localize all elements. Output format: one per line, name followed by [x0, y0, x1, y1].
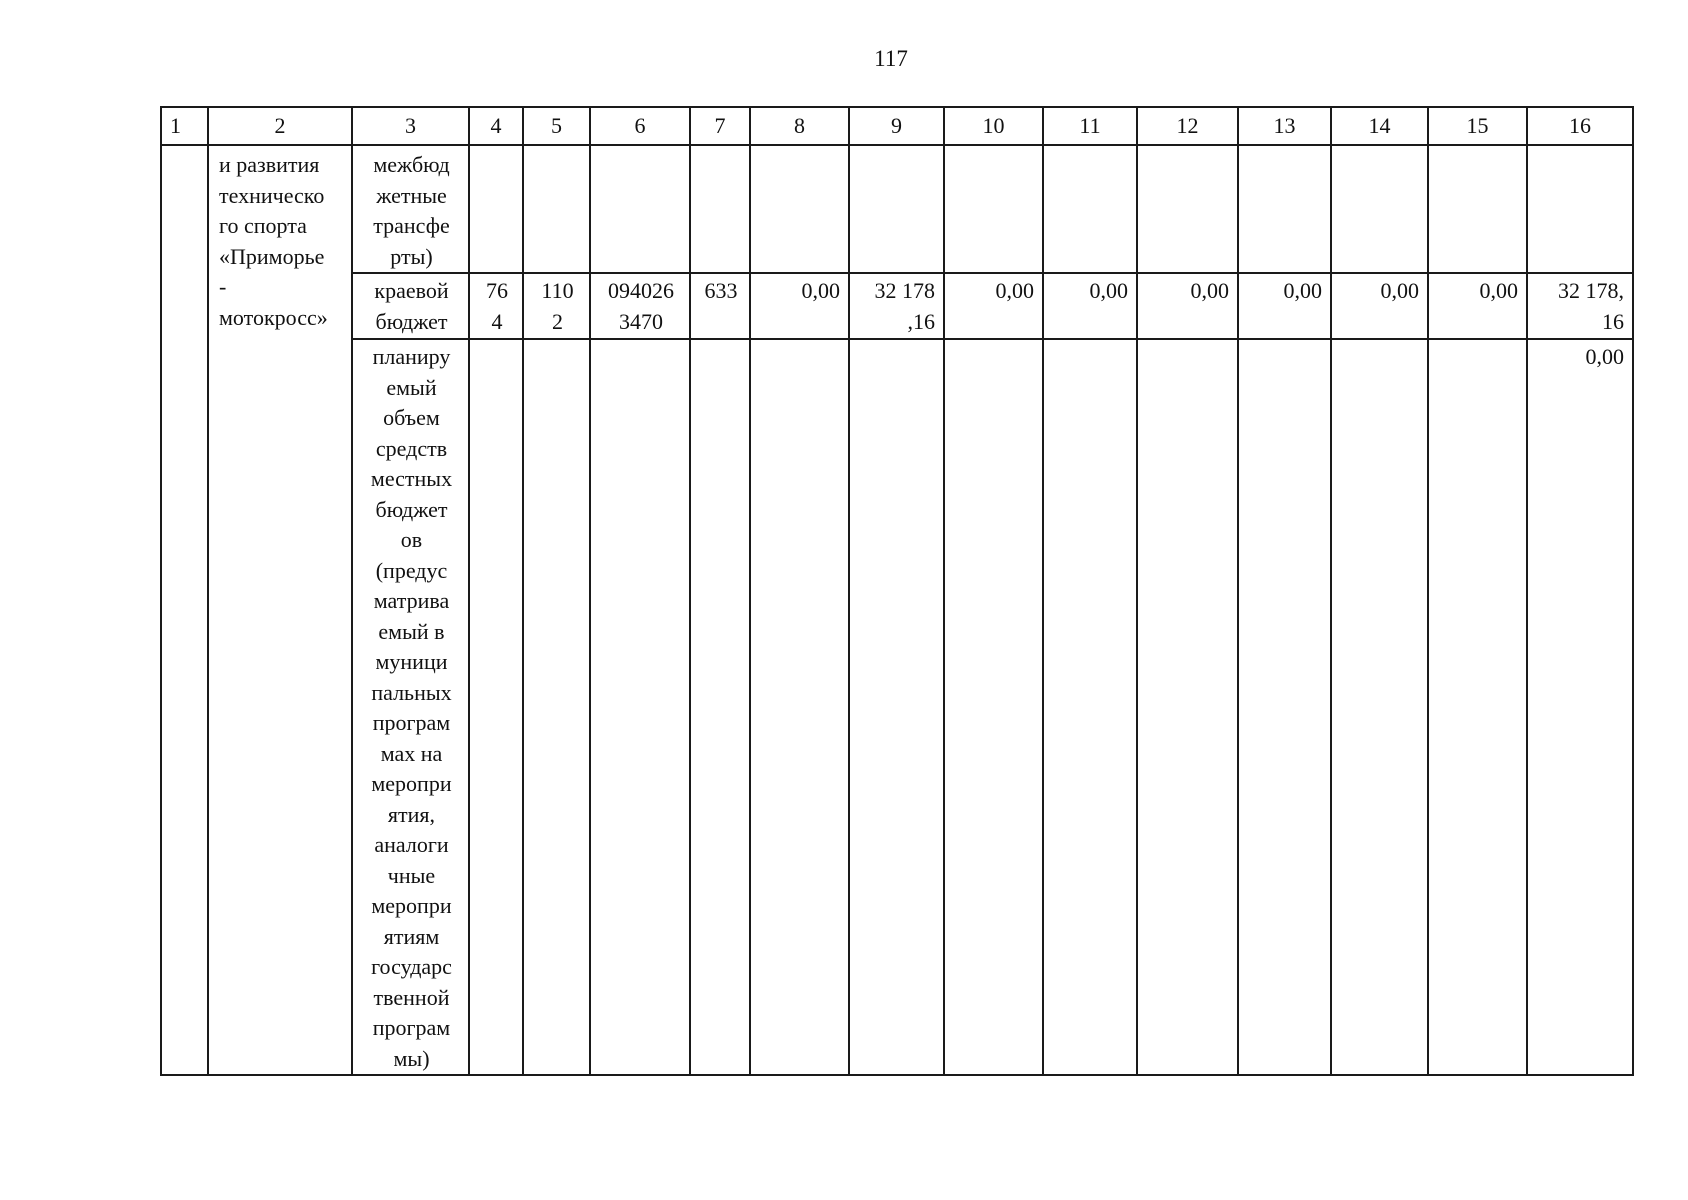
header-cell-col-14: 14: [1331, 107, 1428, 145]
header-cell-col-7: 7: [690, 107, 750, 145]
row-number-cell: [161, 145, 208, 1075]
value-cell: [1331, 339, 1428, 1075]
value-cell: [1137, 339, 1238, 1075]
value-cell: [590, 145, 690, 273]
amount-value: 0,00: [1585, 344, 1624, 369]
value-cell: [469, 339, 523, 1075]
code-value: 633: [704, 278, 738, 303]
value-cell: [1527, 145, 1633, 273]
page-number: 117: [874, 46, 908, 71]
header-cell-col-16: 16: [1527, 107, 1633, 145]
amount-value: 0,00: [1089, 278, 1128, 303]
value-cell: [944, 145, 1043, 273]
value-cell: [849, 273, 944, 339]
header-cell-col-13: 13: [1238, 107, 1331, 145]
value-cell: [849, 145, 944, 273]
value-cell: [750, 339, 849, 1075]
header-cell-col-4: 4: [469, 107, 523, 145]
value-cell: [469, 145, 523, 273]
value-cell: [1238, 339, 1331, 1075]
value-cell: [1428, 273, 1527, 339]
value-cell: [523, 273, 590, 339]
value-cell: [1238, 145, 1331, 273]
header-cell-col-11: 11: [1043, 107, 1137, 145]
amount-value: 0,00: [1283, 278, 1322, 303]
value-cell: [1043, 273, 1137, 339]
header-cell-col-10: 10: [944, 107, 1043, 145]
table-row: [161, 339, 1633, 1075]
header-cell-col-5: 5: [523, 107, 590, 145]
header-cell-col-6: 6: [590, 107, 690, 145]
value-cell: [1043, 339, 1137, 1075]
code-value: 76 4: [486, 278, 508, 334]
value-cell: [1527, 339, 1633, 1075]
header-cell-col-1: 1: [161, 107, 208, 145]
value-cell: [1331, 145, 1428, 273]
value-cell: [690, 273, 750, 339]
header-cell-col-9: 9: [849, 107, 944, 145]
funding-source-cell: [352, 145, 469, 273]
budget-table: [160, 106, 1634, 1076]
table-header-row: [161, 107, 1633, 145]
value-cell: [1238, 273, 1331, 339]
header-cell-col-15: 15: [1428, 107, 1527, 145]
value-cell: [1137, 273, 1238, 339]
header-cell-col-3: 3: [352, 107, 469, 145]
value-cell: [469, 273, 523, 339]
table-row: [161, 145, 1633, 273]
amount-value: 0,00: [801, 278, 840, 303]
amount-value: 32 178 ,16: [874, 278, 935, 334]
funding-source: межбюд жетные трансфе рты): [373, 152, 450, 269]
value-cell: [1428, 339, 1527, 1075]
header-cell-col-2: 2: [208, 107, 352, 145]
value-cell: [1428, 145, 1527, 273]
value-cell: [1527, 273, 1633, 339]
amount-value: 32 178, 16: [1558, 278, 1624, 334]
amount-value: 0,00: [1190, 278, 1229, 303]
amount-value: 0,00: [1380, 278, 1419, 303]
value-cell: [590, 273, 690, 339]
value-cell: [523, 145, 590, 273]
activity-name: и развития техническо го спорта «Приморье - мотокросс»: [219, 152, 328, 330]
funding-source-cell: [352, 339, 469, 1075]
value-cell: [849, 339, 944, 1075]
amount-value: 0,00: [995, 278, 1034, 303]
value-cell: [1331, 273, 1428, 339]
value-cell: [690, 145, 750, 273]
code-value: 094026 3470: [608, 278, 674, 334]
code-value: 110 2: [541, 278, 574, 334]
header-cell-col-12: 12: [1137, 107, 1238, 145]
value-cell: [1137, 145, 1238, 273]
amount-value: 0,00: [1479, 278, 1518, 303]
funding-source-cell: [352, 273, 469, 339]
value-cell: [750, 273, 849, 339]
header-cell-col-8: 8: [750, 107, 849, 145]
value-cell: [944, 339, 1043, 1075]
funding-source: планиру емый объем средств местных бюджет ов (предус матрива емый в муници пальных програм мах на меропри ятия, аналоги чные меропри ятиям государс твенной програм мы): [370, 344, 453, 1071]
value-cell: [944, 273, 1043, 339]
value-cell: [750, 145, 849, 273]
value-cell: [1043, 145, 1137, 273]
value-cell: [590, 339, 690, 1075]
activity-name-cell: [208, 145, 352, 1075]
value-cell: [690, 339, 750, 1075]
value-cell: [523, 339, 590, 1075]
funding-source: краевой бюджет: [374, 278, 449, 334]
table-row: [161, 273, 1633, 339]
